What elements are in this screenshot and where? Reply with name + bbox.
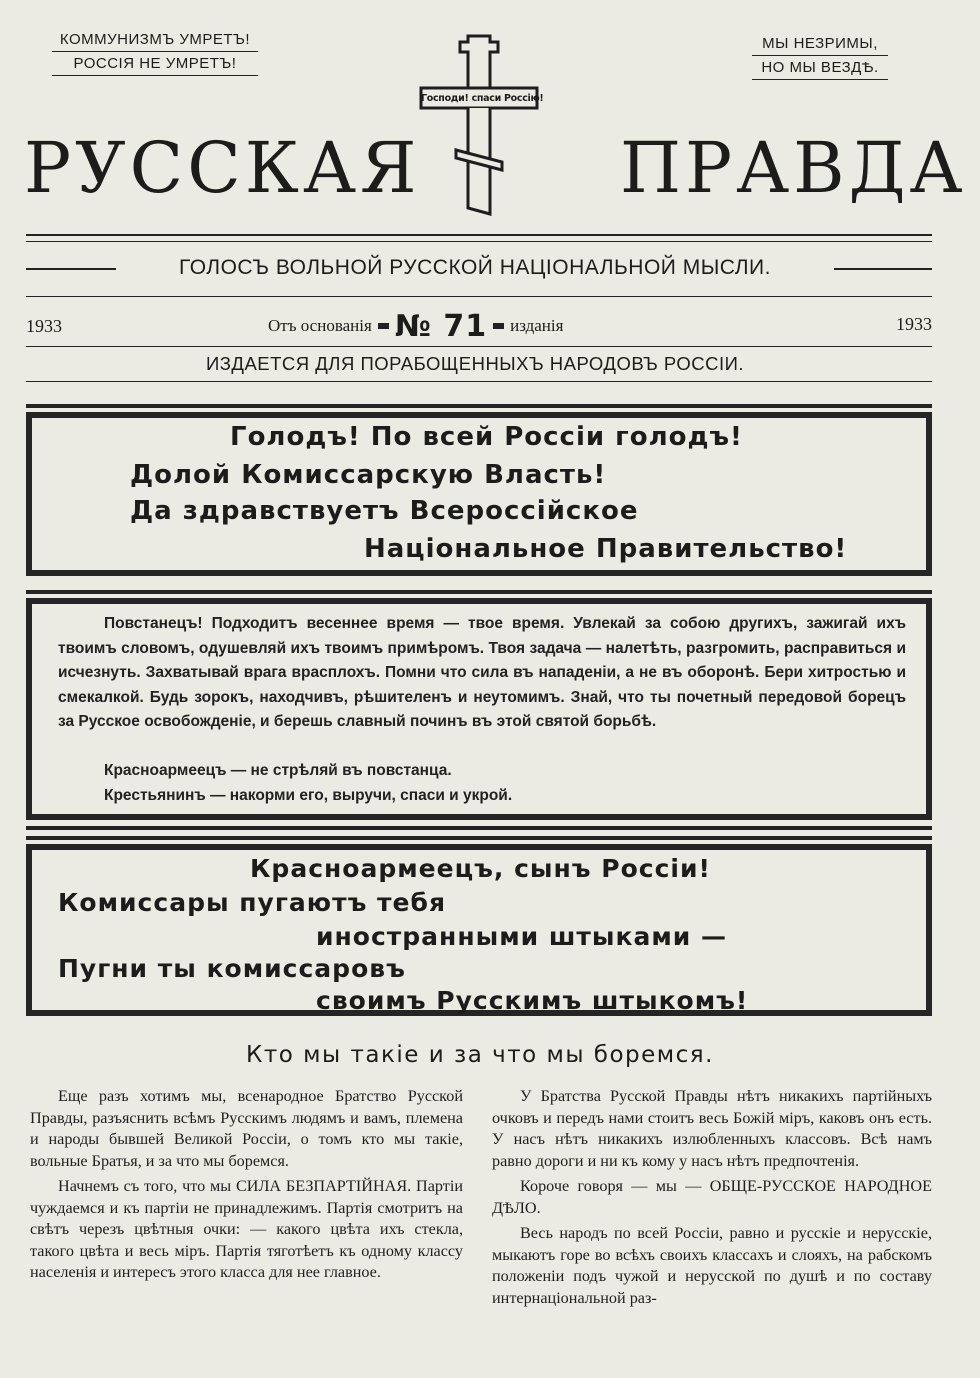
masthead-title-left: РУССКАЯ [24, 127, 421, 209]
box2-rule-bottom [26, 826, 932, 830]
box3-line-4: Пугни ты комиссаровъ [58, 954, 406, 983]
subtitle-rule-bottom [26, 296, 932, 297]
tagline-rule-bottom [26, 381, 932, 382]
year-right: 1933 [896, 314, 932, 334]
masthead-subtitle: ГОЛОСЪ ВОЛЬНОЙ РУССКОЙ НАЦІОНАЛЬНОЙ МЫСЛИ. [179, 256, 771, 279]
issue-dash-right [493, 323, 504, 329]
article-right-column [492, 1086, 932, 1309]
insurgent-appeal-text: Повстанецъ! Подходитъ весеннее время — твое время. Увлекай за собою другихъ, зажигай ихъ твоимъ словомъ, одушевляй ихъ твоимъ примѣромъ. Твоя задача — налетѣть, разгромить, расправиться и исчезнуть. Захватывай врага врасплохъ. Помни что сила въ нападеніи, а не въ оборонѣ. Бери хитростью и смекалкой. Будь зорокъ, находчивъ, рѣшителенъ и неутомимъ. Знай, что ты почетный передовой борецъ за Русское освобожденіе, и берешь славный починъ въ этой святой борьбѣ. [58, 615, 906, 730]
issue-prefix: Отъ основанія [268, 316, 372, 335]
masthead-rule-second [26, 241, 932, 242]
slogan-box-famine [26, 412, 932, 576]
box1-line-4: Національное Правительство! [364, 534, 848, 564]
article-left-paragraph-2: Начнемъ съ того, что мы СИЛА БЕЗПАРТІЙНАЯ. Партіи чуждаемся и къ партіи не принадлежимъ. Партія смотритъ на свѣтъ черезъ цвѣтныя очки: — какого цвѣта ихъ стекла, такого цвѣта и весь міръ. Партія тяготѣетъ къ одному классу населенія и интересъ этого класса для нее главное. [30, 1177, 463, 1281]
article-left-column [30, 1086, 463, 1284]
box3-line-5: своимъ Русскимъ штыкомъ! [316, 986, 749, 1015]
article-right-paragraph-3: Весь народъ по всей Россіи, равно и русскіе и нерусскіе, мыкаютъ горе во всѣхъ своихъ классахъ и слояхъ, на рабскомъ положеніи подъ чужой и нерусской по душѣ и по составу интернаціональной раз- [492, 1224, 932, 1307]
left-slogan [52, 30, 258, 76]
article-right-paragraph-1: У Братства Русской Правды нѣтъ никакихъ партійныхъ очковъ и передъ нами стоитъ весь Божій міръ, каковъ онъ есть. У насъ нѣтъ никакихъ излюбленныхъ классовъ. Всѣ намъ равно дороги и ни къ кому у насъ нѣтъ предпочтенія. [492, 1087, 932, 1170]
masthead-rule-top [26, 234, 932, 236]
article-title: Кто мы такіе и за что мы боремся. [246, 1042, 714, 1068]
masthead-tagline: ИЗДАЕТСЯ ДЛЯ ПОРАБОЩЕННЫХЪ НАРОДОВЪ РОССІИ. [205, 353, 745, 374]
left-slogan-line-2: РОССІЯ НЕ УМРЕТЪ! [52, 52, 258, 76]
box1-line-1: Голодъ! По всей Россіи голодъ! [230, 422, 743, 452]
insurgent-appeal-box [26, 598, 932, 820]
issue-line [268, 308, 563, 344]
issue-rule-bottom [26, 346, 932, 347]
peasant-appeal-line: Крестьянинъ — накорми его, выручи, спаси и укрой. [104, 787, 513, 804]
issue-dash-left [378, 323, 389, 329]
subtitle-dash-left [26, 268, 116, 270]
issue-number: № 71 [394, 308, 488, 344]
article-left-paragraph-1: Еще разъ хотимъ мы, всенародное Братство Русской Правды, разъяснить всѣмъ Русскимъ людямъ и вамъ, племена и народы бывшей Великой Россіи, о томъ кто мы такіе, вольные Братья, и за что мы боремся. [30, 1087, 463, 1170]
year-left: 1933 [26, 316, 62, 336]
cross-banner-text: Господи! спаси Россію! [421, 93, 544, 104]
orthodox-cross-icon [416, 30, 542, 218]
masthead-title-right: ПРАВДА [620, 127, 967, 209]
slogan-box-bayonet [26, 844, 932, 1016]
right-slogan-line-1: МЫ НЕЗРИМЫ, [752, 34, 888, 56]
box3-line-2: Комиссары пугаютъ тебя [58, 888, 447, 917]
issue-suffix: изданія [510, 316, 564, 335]
box3-line-1: Красноармеецъ, сынъ Россіи! [250, 854, 711, 883]
right-slogan [752, 34, 888, 80]
left-slogan-line-1: КОММУНИЗМЪ УМРЕТЪ! [52, 30, 258, 52]
right-slogan-line-2: НО МЫ ВЕЗДѢ. [752, 56, 888, 80]
subtitle-dash-right [834, 268, 932, 270]
box1-line-2: Долой Комиссарскую Власть! [130, 460, 607, 490]
box1-line-3: Да здравствуетъ Всероссійское [130, 496, 639, 526]
box3-line-3: иностранными штыками — [316, 922, 727, 951]
soldier-appeal-line: Красноармеецъ — не стрѣляй въ повстанца. [104, 762, 452, 779]
article-right-paragraph-2: Короче говоря — мы — ОБЩЕ-РУССКОЕ НАРОДНОЕ ДѢЛО. [492, 1177, 932, 1217]
